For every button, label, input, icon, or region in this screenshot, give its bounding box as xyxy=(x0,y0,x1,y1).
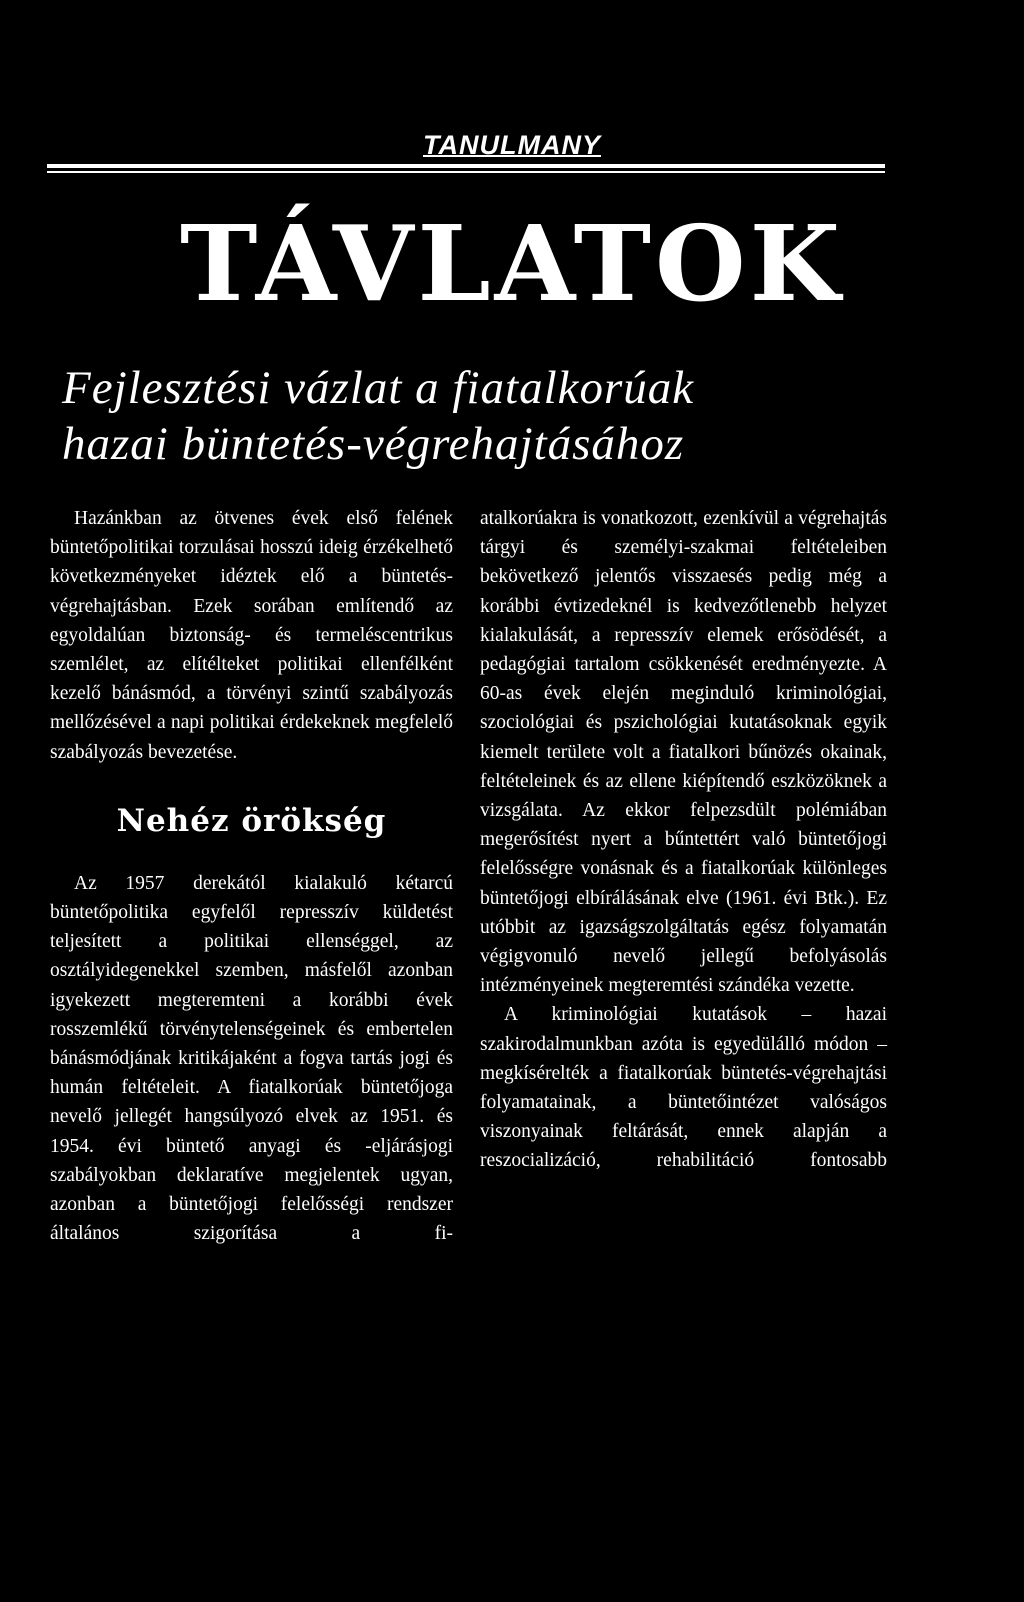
section-label: TANULMANY xyxy=(423,130,601,160)
article-title: TÁVLATOK xyxy=(179,202,845,325)
body-paragraph-2: A kriminológiai kutatások – hazai szakirodalmunkban azóta is egyedülálló módon – megkísérelték a fiatalkorúak büntetés-végrehajtási folyamatainak, a büntetőintézet valóságos viszonyainak feltárását, ennek alapján a reszocializáció, rehabilitáció fontosabb xyxy=(480,1004,887,1172)
section-heading: Nehéz örökség xyxy=(116,802,387,839)
intro-paragraph: Hazánkban az ötvenes évek első felének büntetőpolitikai torzulásai hosszú ideig érzékelhető következményeket idéztek elő a büntetés-végrehajtásban. Ezek sorában említendő az egyoldalúan biztonság- és termeléscentrikus szemlélet, az elítélteket politikai ellenfélként kezelő bánásmód, a törvényi szintű szabályozás mellőzésével a napi politikai érdekeknek megfelelő szabályozás bevezetése. xyxy=(50,508,453,763)
right-column xyxy=(480,504,887,1176)
subtitle-line-2: hazai büntetés-végrehajtásához xyxy=(62,418,685,470)
body-paragraph-1-end: atalkorúakra is vonatkozott, ezenkívül a végrehajtás tárgyi és személyi-szakmai feltételeiben bekövetkező jelentős visszaesés pedig még a korábbi évtizedeknél is kedvezőtlenebb helyzet kialakulását, a represszív elemek erősödését, a pedagógiai tartalom csökkenését eredményezte. A 60-as évek elején meginduló kriminológiai, szociológiai és pszichológiai kutatásoknak egyik kiemelt területe volt a fiatalkori bűnözés okainak, feltételeinek és az ellene kiépítendő eszközöknek a vizsgálata. Az ekkor felpezsdült polémiában megerősítést nyert a bűntettért való büntetőjogi felelősségre vonásnak és a fiatalkorúak különleges büntetőjogi elbírálásának elve (1961. évi Btk.). Ez utóbbit az igazságszolgáltatás egész folyamatán végigvonuló nevelő jellegű befolyásolás intézményeinek megteremtési szándéka vezette. xyxy=(480,508,887,997)
header-rule-thick xyxy=(47,164,885,168)
body-paragraph-1-start: Az 1957 derekától kialakuló kétarcú büntetőpolitika egyfelől represszív küldetést teljesített a politikai ellenséggel, az osztályidegenekkel szemben, másfelől azonban igyekezett megteremteni a korábbi évek rosszemlékű törvénytelenségeinek és embertelen bánásmódjának kritikájaként a fogva tartás jogi és humán feltételeit. A fiatalkorúak büntetőjoga nevelő jellegét hangsúlyozó elvek az 1951. és 1954. évi büntető anyagi és -eljárásjogi szabályokban deklaratíve megjelentek ugyan, azonban a büntetőjogi felelősségi rendszer általános szigorítása a fi- xyxy=(50,872,453,1245)
header-rule-thin xyxy=(47,171,885,173)
left-column xyxy=(50,504,453,1248)
article-subtitle xyxy=(62,360,962,472)
subtitle-line-1: Fejlesztési vázlat a fiatalkorúak xyxy=(62,362,695,414)
